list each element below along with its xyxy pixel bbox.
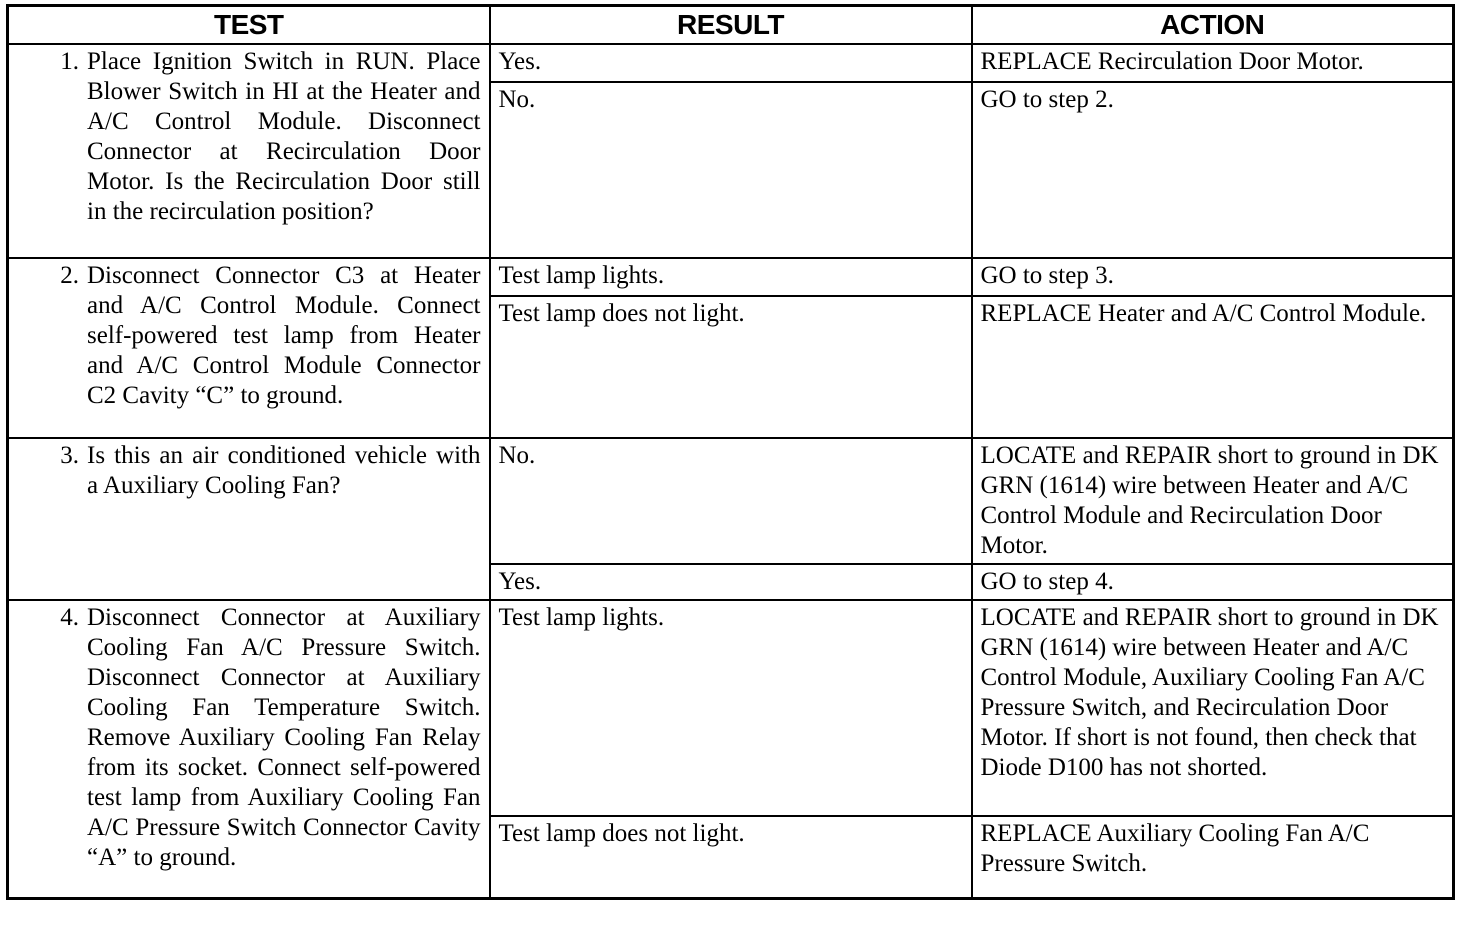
result-cell: Test lamp does not light. (490, 296, 972, 438)
result-cell: Test lamp lights. (490, 600, 972, 816)
result-cell: Test lamp does not light. (490, 816, 972, 898)
step-1-row-a (8, 44, 1454, 82)
step-4-test-cell (8, 600, 490, 898)
action-cell: GO to step 3. (972, 258, 1454, 296)
step-number: 3. (60, 442, 79, 469)
step-2-row-a (8, 258, 1454, 296)
result-cell: Yes. (490, 44, 972, 82)
step-4-row-a (8, 600, 1454, 816)
header-action: ACTION (972, 6, 1454, 45)
diagnostic-table (6, 4, 1455, 900)
action-cell: LOCATE and REPAIR short to ground in DK GRN (1614) wire between Heater and A/C Control Module, Auxiliary Cooling Fan A/C Pressure Switch, and Recirculation Door Motor. If short is not found, then check that Diode D100 has not shorted. (972, 600, 1454, 816)
step-test-text: Place Ignition Switch in RUN. Place Blower Switch in HI at the Heater and A/C Control Module. Disconnect Connector at Recirculation Door Motor. Is the Recirculation Door still in the recirculation position? (87, 48, 481, 225)
action-cell: LOCATE and REPAIR short to ground in DK GRN (1614) wire between Heater and A/C Control Module and Recirculation Door Motor. (972, 438, 1454, 564)
result-cell: Yes. (490, 564, 972, 600)
action-cell: GO to step 4. (972, 564, 1454, 600)
header-result: RESULT (490, 6, 972, 45)
step-3-row-a (8, 438, 1454, 564)
result-cell: No. (490, 438, 972, 564)
header-row (8, 6, 1454, 45)
step-2-test-cell (8, 258, 490, 438)
header-test: TEST (8, 6, 490, 45)
step-test-text: Is this an air conditioned vehicle with a Auxiliary Cooling Fan? (87, 442, 481, 499)
step-number: 1. (60, 48, 79, 75)
step-test-text: Disconnect Connector C3 at Heater and A/C Control Module. Connect self-powered test lamp from Heater and A/C Control Module Connector C2 Cavity “C” to ground. (87, 262, 481, 409)
action-cell: REPLACE Auxiliary Cooling Fan A/C Pressure Switch. (972, 816, 1454, 898)
result-cell: Test lamp lights. (490, 258, 972, 296)
step-test-text: Disconnect Connector at Auxiliary Cooling Fan A/C Pressure Switch. Disconnect Connector at Auxiliary Cooling Fan Temperature Switch. Remove Auxiliary Cooling Fan Relay from its socket. Connect self-powered test lamp from Auxiliary Cooling Fan A/C Pressure Switch Connector Cavity “A” to ground. (87, 604, 481, 871)
diagnostic-table-container (6, 4, 1452, 900)
action-cell: REPLACE Heater and A/C Control Module. (972, 296, 1454, 438)
step-number: 4. (60, 604, 79, 631)
action-cell: GO to step 2. (972, 82, 1454, 258)
result-cell: No. (490, 82, 972, 258)
step-3-test-cell (8, 438, 490, 600)
step-1-test-cell (8, 44, 490, 258)
step-number: 2. (60, 262, 79, 289)
action-cell: REPLACE Recirculation Door Motor. (972, 44, 1454, 82)
